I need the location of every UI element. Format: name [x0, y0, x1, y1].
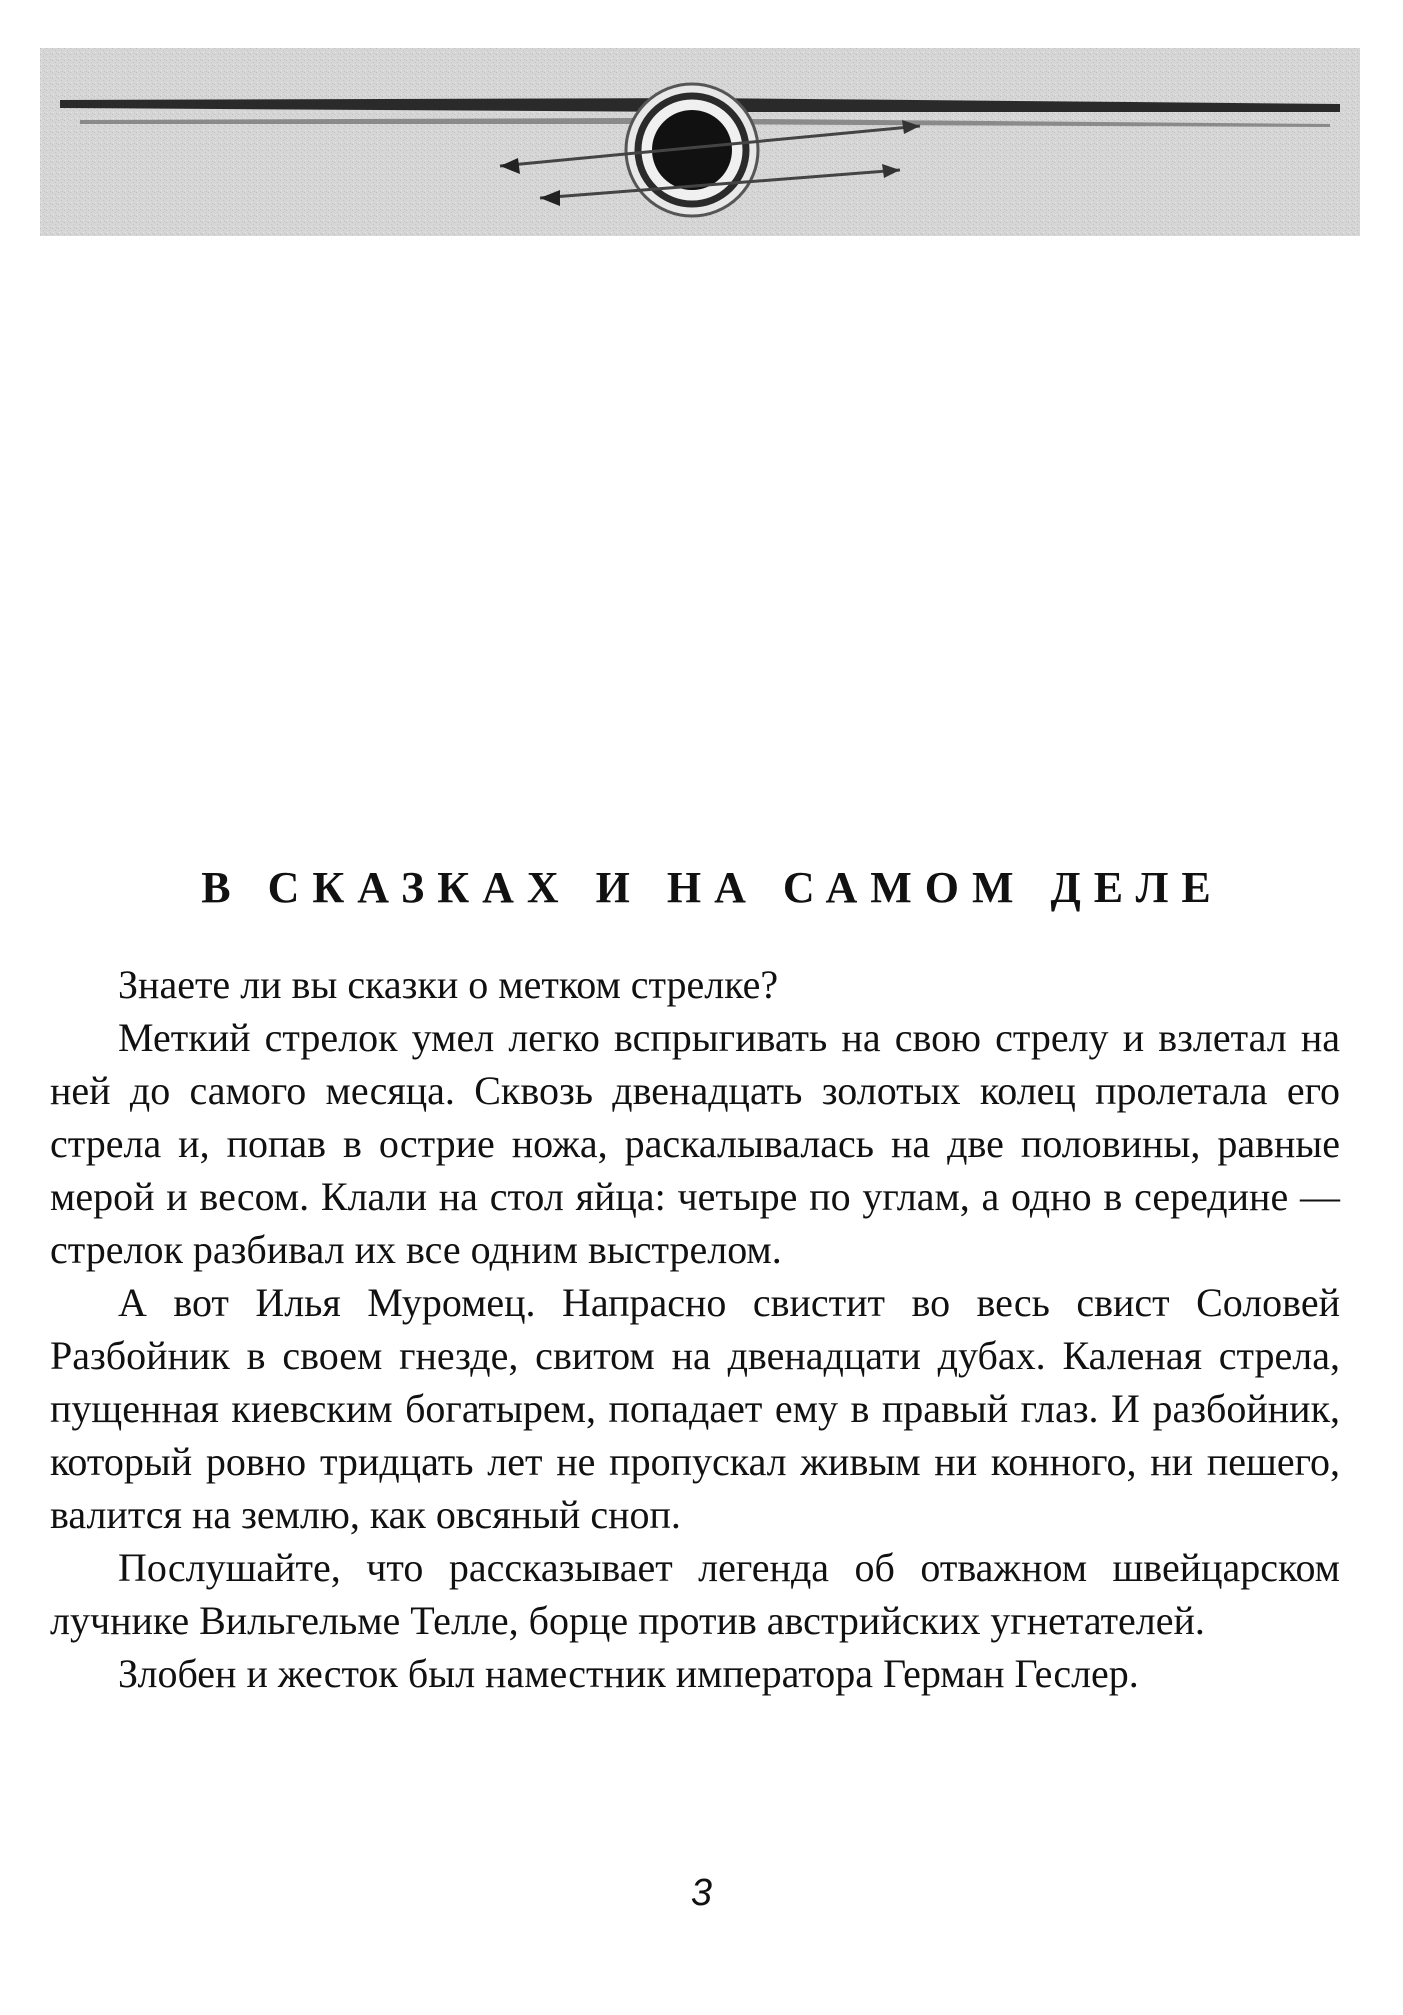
header-banner-illustration [40, 48, 1360, 236]
body-text [50, 958, 1340, 1700]
paragraph: Злобен и жесток был наместник императора Герман Геслер. [118, 1651, 1139, 1696]
page-number: 3 [690, 1872, 713, 1914]
chapter-title: В СКАЗКАХ И НА САМОМ ДЕЛЕ [201, 863, 1224, 912]
paragraph: Послушайте, что рассказывает легенда об отважном швейцарском лучнике Вильгельме Телле, борце против австрийских угнетателей. [50, 1545, 1340, 1643]
paragraph: Меткий стрелок умел легко вспрыгивать на свою стрелу и взлетал на ней до самого месяца. Сквозь двенадцать золотых колец пролетала его стрела и, попав в острие ножа, раскалывалась на две половины, равные мерой и весом. Клали на стол яйца: четыре по углам, а одно в середине — стрелок разбивал их все одним выстрелом. [50, 1015, 1340, 1272]
paragraph: Знаете ли вы сказки о метком стрелке? [118, 962, 779, 1007]
paragraph: А вот Илья Муромец. Напрасно свистит во весь свист Соловей Разбойник в своем гнезде, свитом на двенадцати дубах. Каленая стрела, пущенная киевским богатырем, попадает ему в правый глаз. И разбойник, который ровно тридцать лет не пропускал живым ни конного, ни пешего, валится на землю, как овсяный сноп. [50, 1280, 1340, 1537]
